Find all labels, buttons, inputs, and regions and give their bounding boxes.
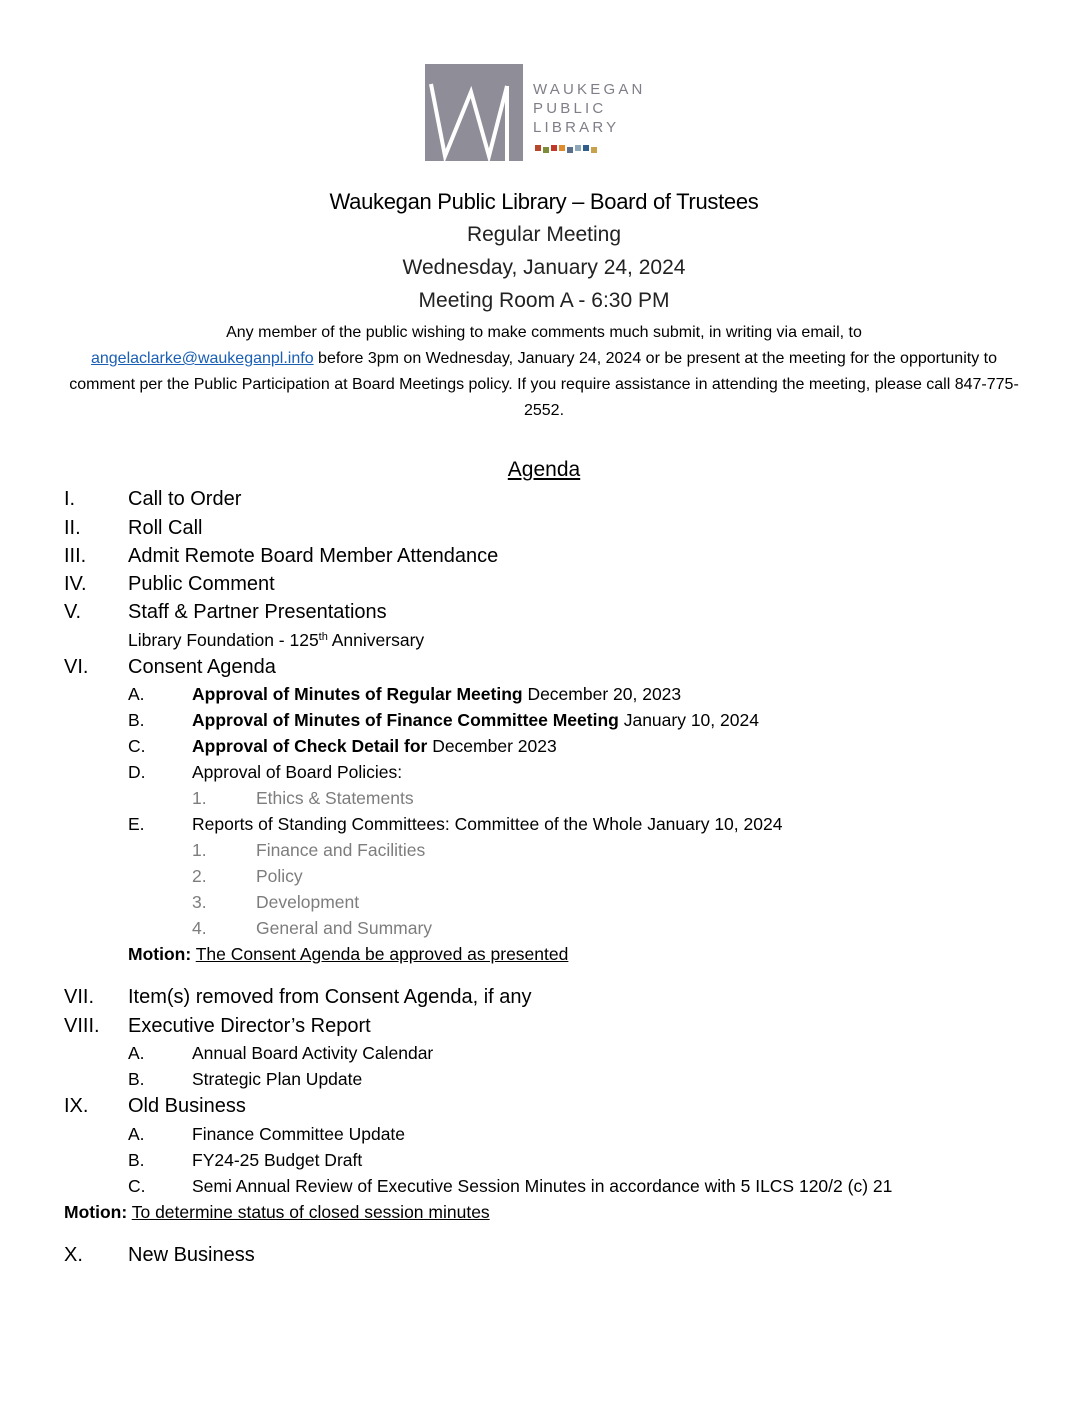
logo-wordmark [533,80,646,137]
committee-number: 4. [192,918,207,938]
item-number: VII. [64,986,95,1008]
logo-color-squares [535,145,597,153]
committee-text: Development [256,892,360,912]
item-text: Consent Agenda [128,656,276,678]
logo-square [535,145,541,151]
item-text: Call to Order [128,488,242,510]
sub-item-date: January 10, 2024 [618,710,759,730]
sub-item-text: Reports of Standing Committees: Committee of the Whole January 10, 2024 [192,814,783,834]
item-number: I. [64,488,76,510]
item-text: Roll Call [128,517,203,539]
sub-item-letter: A. [128,684,145,704]
notice-text-2: before 3pm on Wednesday, January 24, 2024 or be present at the meeting for the opportunity to comment per the Public Participation at Board Meetings policy. If you require assistance in attending the meeting, please call 847-775-2552. [69,350,1019,419]
motion-text: To determine status of closed session minutes [131,1202,490,1222]
sub-item-date: December 20, 2023 [522,684,682,704]
committee-number: 3. [192,892,207,912]
logo-square [551,145,557,151]
sub-item-letter: B. [128,710,145,730]
item-number: VIII. [64,1015,100,1037]
sub-item-text: Semi Annual Review of Executive Session Minutes in accordance with 5 ILCS 120/2 (c) 21 [192,1176,893,1196]
sub-item-date: December 2023 [427,736,557,756]
item-number: IX. [64,1095,89,1117]
logo-square [567,147,573,153]
consent-motion [128,944,568,965]
sub-item-bold: Approval of Minutes of Finance Committee Meeting [192,710,619,730]
item-number: III. [64,545,87,567]
sub-item-text: FY24-25 Budget Draft [192,1150,363,1170]
item-text: Admit Remote Board Member Attendance [128,545,499,567]
motion-label: Motion: [128,944,192,964]
logo-line-3: LIBRARY [533,119,620,136]
motion-label: Motion: [64,1202,128,1222]
presentation-text-end: Anniversary [327,630,425,650]
sub-item-text: Strategic Plan Update [192,1069,363,1089]
item-text: Old Business [128,1095,246,1117]
ordinal-suffix: th [318,631,328,643]
w-letter-icon [425,64,523,161]
logo-square [591,147,597,153]
old-business-motion [64,1202,490,1223]
sub-item-text: Annual Board Activity Calendar [192,1043,434,1063]
item-number: X. [64,1244,83,1266]
sub-item-text: Approval of Board Policies: [192,762,403,782]
item-text: New Business [128,1244,255,1266]
email-link[interactable]: angelaclarke@waukeganpl.info [90,350,314,367]
item-text: Item(s) removed from Consent Agenda, if any [128,986,532,1008]
sub-item-letter: B. [128,1069,145,1089]
committee-text: General and Summary [256,918,433,938]
sub-item-letter: C. [128,1176,146,1196]
presentation-text: Library Foundation - 125 [128,630,319,650]
item-number: V. [64,601,82,623]
item-number: II. [64,517,81,539]
policy-text: Ethics & Statements [256,788,414,808]
logo-square [575,145,581,151]
agenda-heading: Agenda [507,458,581,481]
public-comment-notice [60,320,1028,424]
sub-item-bold: Approval of Minutes of Regular Meeting [192,684,523,704]
item-text: Staff & Partner Presentations [128,601,387,623]
logo-w-mark [425,64,523,161]
library-logo [425,64,685,164]
logo-line-1: WAUKEGAN [533,81,646,98]
document-title: Waukegan Public Library – Board of Trustees [329,189,759,214]
meeting-location: Meeting Room A - 6:30 PM [418,289,670,312]
sub-item-bold: Approval of Check Detail for [192,736,428,756]
item-text: Public Comment [128,573,275,595]
presentation-sub-item [128,630,424,651]
sub-item-letter: B. [128,1150,145,1170]
logo-square [583,145,589,151]
meeting-type: Regular Meeting [466,223,622,246]
logo-line-2: PUBLIC [533,100,607,117]
item-number: IV. [64,573,87,595]
policy-number: 1. [192,788,207,808]
logo-square [559,145,565,151]
committee-number: 2. [192,866,207,886]
logo-square [543,147,549,153]
sub-item-letter: A. [128,1043,145,1063]
sub-item-letter: E. [128,814,145,834]
sub-item-text: Finance Committee Update [192,1124,406,1144]
sub-item-letter: D. [128,762,146,782]
committee-text: Policy [256,866,303,886]
notice-text-1: Any member of the public wishing to make comments much submit, in writing via email, to [226,324,862,341]
committee-number: 1. [192,840,207,860]
item-text: Executive Director’s Report [128,1015,371,1037]
motion-text: The Consent Agenda be approved as presented [195,944,569,964]
sub-item-letter: A. [128,1124,145,1144]
item-number: VI. [64,656,89,678]
sub-item-letter: C. [128,736,146,756]
meeting-date: Wednesday, January 24, 2024 [402,256,686,279]
committee-text: Finance and Facilities [256,840,426,860]
